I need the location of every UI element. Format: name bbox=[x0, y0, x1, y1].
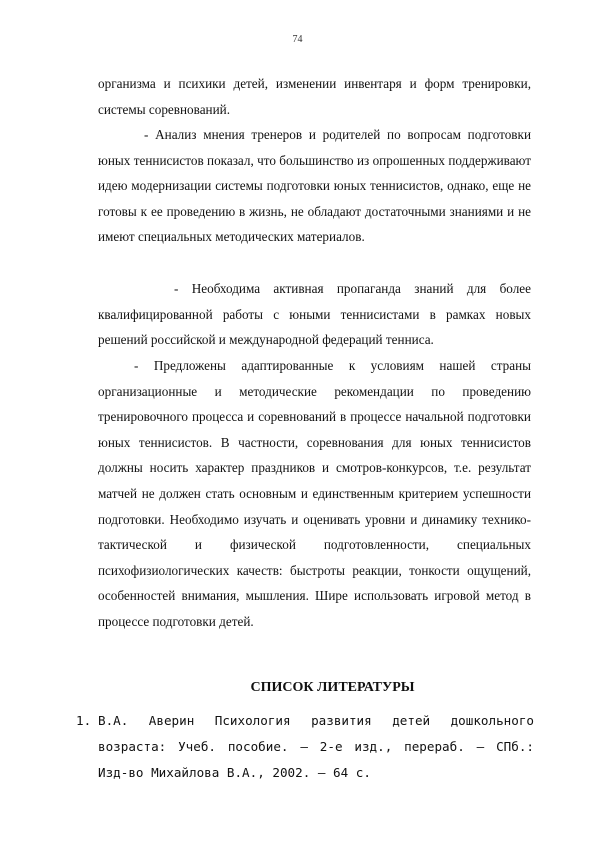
paragraph-conclusion-continued: организма и психики детей, изменении инвентаря и форм тренировки, системы соревнований. bbox=[98, 76, 531, 117]
page-number: 74 bbox=[292, 34, 303, 45]
references-heading: СПИСОК ЛИТЕРАТУРЫ bbox=[250, 680, 415, 695]
paragraph-recommendations: - Предложены адаптированные к условиям нашей страны организационные и методические рекомендации по проведению тренировочного процесса и соревнований в процессе начальной подготовки юных теннисистов. В частности, соревнования для юных теннисистов должны носить характер праздников и смотров-конкурсов, т.е. результат матчей не должен стать основным и единственным критерием успешности подготовки. Необходимо изучать и оценивать уровни и динамику технико-тактической и физической подготовленности, специальных психофизиологических качеств: быстроты реакции, тонкости ощущений, особенностей внимания, мышления. Шире использовать игровой метод в процессе подготовки детей. bbox=[98, 358, 531, 629]
reference-item bbox=[76, 708, 534, 786]
paragraph-survey-analysis: - Анализ мнения тренеров и родителей по вопросам подготовки юных теннисистов показал, что большинство из опрошенных поддерживают идею модернизации системы подготовки юных теннисистов, однако, еще не готовы к ее проведению в жизнь, не обладают достаточными знаниями и не имеют специальных методических материалов. bbox=[98, 127, 531, 245]
reference-number: 1. bbox=[76, 713, 92, 728]
reference-text: В.А. Аверин Психология развития детей дошкольного возраста: Учеб. пособие. – 2-е изд., перераб. – СПб.: Изд-во Михайлова В.А., 2002. – 64 с. bbox=[98, 713, 534, 780]
paragraph-knowledge-promotion: - Необходима активная пропаганда знаний для более квалифицированной работы с юными теннисистами в рамках новых решений российской и международной федераций тенниса. bbox=[98, 281, 531, 348]
